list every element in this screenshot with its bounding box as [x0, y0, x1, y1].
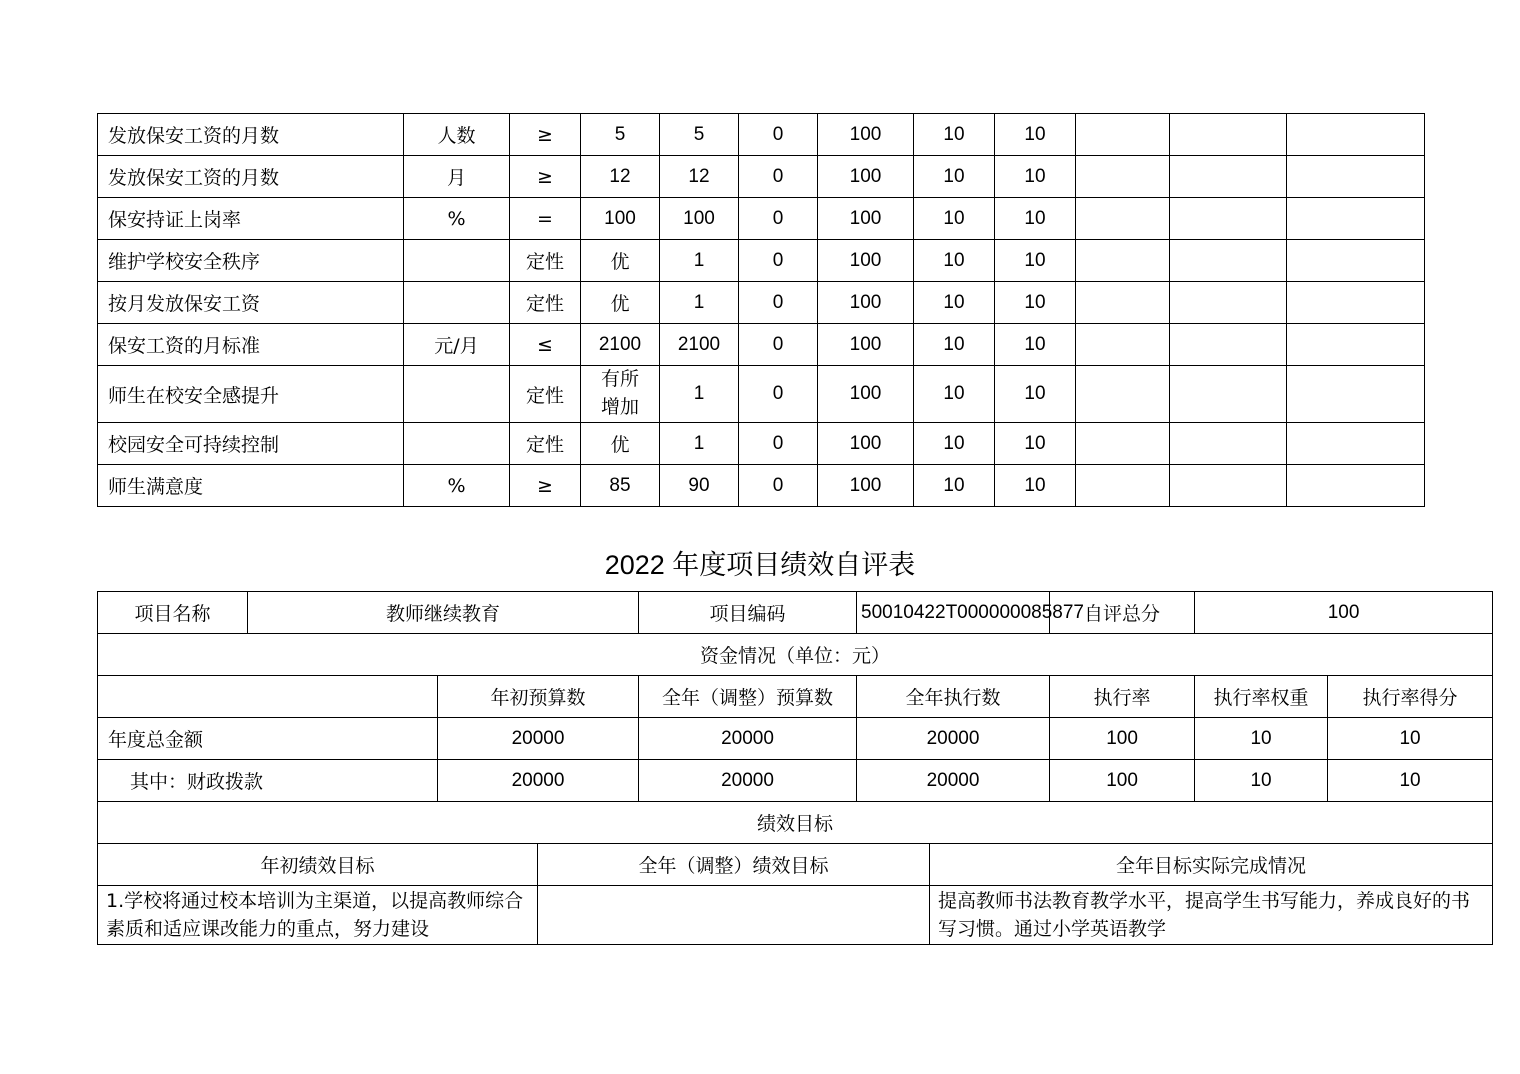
indicator-operator: 定性: [510, 282, 581, 324]
indicator-empty-cell: [1287, 282, 1425, 324]
total-score-label: 自评总分: [1050, 592, 1195, 634]
funds-cell: 20000: [639, 718, 857, 760]
funds-cell: 100: [1050, 718, 1195, 760]
indicator-weight: 10: [914, 240, 995, 282]
indicator-operator: ≥: [510, 156, 581, 198]
indicator-row: [98, 465, 1425, 507]
indicator-name: 维护学校安全秩序: [98, 240, 404, 282]
indicator-empty-cell: [1287, 423, 1425, 465]
indicator-empty-cell: [1076, 282, 1170, 324]
indicator-actual: 5: [660, 114, 739, 156]
indicator-target: 5: [581, 114, 660, 156]
indicator-target: 85: [581, 465, 660, 507]
indicator-empty-cell: [1170, 324, 1287, 366]
indicator-name: 按月发放保安工资: [98, 282, 404, 324]
indicator-score: 10: [995, 465, 1076, 507]
self-evaluation-form: [97, 591, 1493, 945]
indicator-empty-cell: [1287, 198, 1425, 240]
indicator-unit: [404, 423, 510, 465]
indicator-empty-cell: [1170, 423, 1287, 465]
project-code-label: 项目编码: [639, 592, 857, 634]
indicator-target: 12: [581, 156, 660, 198]
indicator-empty-cell: [1287, 465, 1425, 507]
indicator-empty-cell: [1076, 240, 1170, 282]
funds-col-header: 执行率权重: [1195, 676, 1328, 718]
indicator-weight: 10: [914, 282, 995, 324]
indicator-empty-cell: [1170, 240, 1287, 282]
indicator-rate: 100: [818, 282, 914, 324]
indicator-actual: 1: [660, 423, 739, 465]
goals-header: 绩效目标: [98, 802, 1493, 844]
indicator-name: 保安持证上岗率: [98, 198, 404, 240]
indicator-table: [97, 113, 1425, 507]
indicator-target: 2100: [581, 324, 660, 366]
funds-row-label: 其中：财政拨款: [98, 760, 438, 802]
indicator-rate: 100: [818, 324, 914, 366]
indicator-empty-cell: [1170, 198, 1287, 240]
indicator-row: [98, 423, 1425, 465]
funds-cell: 20000: [438, 718, 639, 760]
indicator-actual: 100: [660, 198, 739, 240]
indicator-row: [98, 114, 1425, 156]
indicator-name: 保安工资的月标准: [98, 324, 404, 366]
goals-content-row: [98, 886, 1493, 945]
indicator-rate: 100: [818, 240, 914, 282]
indicator-rate: 100: [818, 423, 914, 465]
indicator-deviation: 0: [739, 198, 818, 240]
indicator-score: 10: [995, 156, 1076, 198]
indicator-empty-cell: [1170, 156, 1287, 198]
indicator-actual: 1: [660, 240, 739, 282]
indicator-rate: 100: [818, 114, 914, 156]
funds-row-label: 年度总金额: [98, 718, 438, 760]
goal-adjusted: [538, 886, 930, 945]
indicator-name: 发放保安工资的月数: [98, 114, 404, 156]
funds-cell: 10: [1328, 718, 1493, 760]
indicator-row: [98, 198, 1425, 240]
indicator-operator: 定性: [510, 240, 581, 282]
indicator-target: 有所增加: [581, 366, 660, 423]
indicator-weight: 10: [914, 198, 995, 240]
indicator-weight: 10: [914, 114, 995, 156]
project-name-label: 项目名称: [98, 592, 248, 634]
indicator-name: 师生在校安全感提升: [98, 366, 404, 423]
indicator-score: 10: [995, 198, 1076, 240]
goals-header-row: [98, 802, 1493, 844]
indicator-actual: 1: [660, 366, 739, 423]
indicator-row: [98, 324, 1425, 366]
indicator-unit: %: [404, 465, 510, 507]
indicator-target: 优: [581, 240, 660, 282]
indicator-actual: 12: [660, 156, 739, 198]
indicator-empty-cell: [1170, 465, 1287, 507]
indicator-operator: =: [510, 198, 581, 240]
indicator-target: 优: [581, 282, 660, 324]
indicator-deviation: 0: [739, 366, 818, 423]
indicator-deviation: 0: [739, 423, 818, 465]
funds-row: [98, 760, 1493, 802]
indicator-unit: [404, 282, 510, 324]
indicator-actual: 2100: [660, 324, 739, 366]
indicator-weight: 10: [914, 465, 995, 507]
funds-cell: 20000: [857, 718, 1050, 760]
indicator-empty-cell: [1076, 198, 1170, 240]
indicator-weight: 10: [914, 366, 995, 423]
funds-col-header: 全年执行数: [857, 676, 1050, 718]
funds-cell: 20000: [639, 760, 857, 802]
indicator-rate: 100: [818, 465, 914, 507]
indicator-target: 优: [581, 423, 660, 465]
goal-initial: 1.学校将通过校本培训为主渠道，以提高教师综合素质和适应课改能力的重点，努力建设: [98, 886, 538, 945]
indicator-empty-cell: [1076, 423, 1170, 465]
indicator-unit: %: [404, 198, 510, 240]
indicator-operator: 定性: [510, 423, 581, 465]
indicator-score: 10: [995, 423, 1076, 465]
funds-columns-row: [98, 676, 1493, 718]
indicator-empty-cell: [1287, 366, 1425, 423]
indicator-score: 10: [995, 240, 1076, 282]
project-info-row: [98, 592, 1493, 634]
total-score: 100: [1195, 592, 1493, 634]
indicator-actual: 1: [660, 282, 739, 324]
funds-cell: 10: [1328, 760, 1493, 802]
indicator-target: 100: [581, 198, 660, 240]
funds-cell: 20000: [857, 760, 1050, 802]
indicator-unit: 元/月: [404, 324, 510, 366]
indicator-weight: 10: [914, 156, 995, 198]
indicator-row: [98, 240, 1425, 282]
indicator-deviation: 0: [739, 282, 818, 324]
funds-cell: 100: [1050, 760, 1195, 802]
goals-columns-row: [98, 844, 1493, 886]
indicator-name: 发放保安工资的月数: [98, 156, 404, 198]
indicator-empty-cell: [1287, 240, 1425, 282]
funds-row: [98, 718, 1493, 760]
goal-actual: 提高教师书法教育教学水平，提高学生书写能力，养成良好的书写习惯。通过小学英语教学: [930, 886, 1493, 945]
project-name: 教师继续教育: [248, 592, 639, 634]
indicator-name: 校园安全可持续控制: [98, 423, 404, 465]
goals-col-header: 年初绩效目标: [98, 844, 538, 886]
funds-cell: 20000: [438, 760, 639, 802]
indicator-empty-cell: [1076, 114, 1170, 156]
indicator-name: 师生满意度: [98, 465, 404, 507]
indicator-empty-cell: [1076, 366, 1170, 423]
funds-cell: 10: [1195, 760, 1328, 802]
indicator-deviation: 0: [739, 114, 818, 156]
form-title: 2022 年度项目绩效自评表: [604, 550, 916, 580]
indicator-rate: 100: [818, 366, 914, 423]
indicator-empty-cell: [1170, 282, 1287, 324]
indicator-row: [98, 156, 1425, 198]
indicator-row: [98, 282, 1425, 324]
indicator-rate: 100: [818, 156, 914, 198]
indicator-empty-cell: [1076, 156, 1170, 198]
indicator-empty-cell: [1076, 465, 1170, 507]
indicator-empty-cell: [1170, 114, 1287, 156]
indicator-score: 10: [995, 282, 1076, 324]
funds-cell: 10: [1195, 718, 1328, 760]
indicator-unit: [404, 240, 510, 282]
indicator-deviation: 0: [739, 240, 818, 282]
indicator-actual: 90: [660, 465, 739, 507]
funds-col-header: 全年（调整）预算数: [639, 676, 857, 718]
indicator-weight: 10: [914, 423, 995, 465]
indicator-empty-cell: [1076, 324, 1170, 366]
indicator-empty-cell: [1287, 324, 1425, 366]
indicator-deviation: 0: [739, 156, 818, 198]
indicator-unit: 月: [404, 156, 510, 198]
indicator-operator: 定性: [510, 366, 581, 423]
indicator-row: [98, 366, 1425, 423]
indicator-unit: 人数: [404, 114, 510, 156]
indicator-weight: 10: [914, 324, 995, 366]
indicator-rate: 100: [818, 198, 914, 240]
funds-col-header: 年初预算数: [438, 676, 639, 718]
indicator-deviation: 0: [739, 324, 818, 366]
funds-col-header: 执行率: [1050, 676, 1195, 718]
indicator-unit: [404, 366, 510, 423]
indicator-empty-cell: [1287, 156, 1425, 198]
indicator-score: 10: [995, 366, 1076, 423]
funds-header: 资金情况（单位：元）: [98, 634, 1493, 676]
indicator-operator: ≥: [510, 465, 581, 507]
indicator-empty-cell: [1287, 114, 1425, 156]
indicator-operator: ≤: [510, 324, 581, 366]
indicator-deviation: 0: [739, 465, 818, 507]
indicator-operator: ≥: [510, 114, 581, 156]
goals-col-header: 全年（调整）绩效目标: [538, 844, 930, 886]
indicator-score: 10: [995, 114, 1076, 156]
funds-corner-cell: [98, 676, 438, 718]
funds-col-header: 执行率得分: [1328, 676, 1493, 718]
goals-col-header: 全年目标实际完成情况: [930, 844, 1493, 886]
indicator-empty-cell: [1170, 366, 1287, 423]
project-code: 50010422T000000085877: [857, 592, 1050, 634]
funds-header-row: [98, 634, 1493, 676]
indicator-score: 10: [995, 324, 1076, 366]
